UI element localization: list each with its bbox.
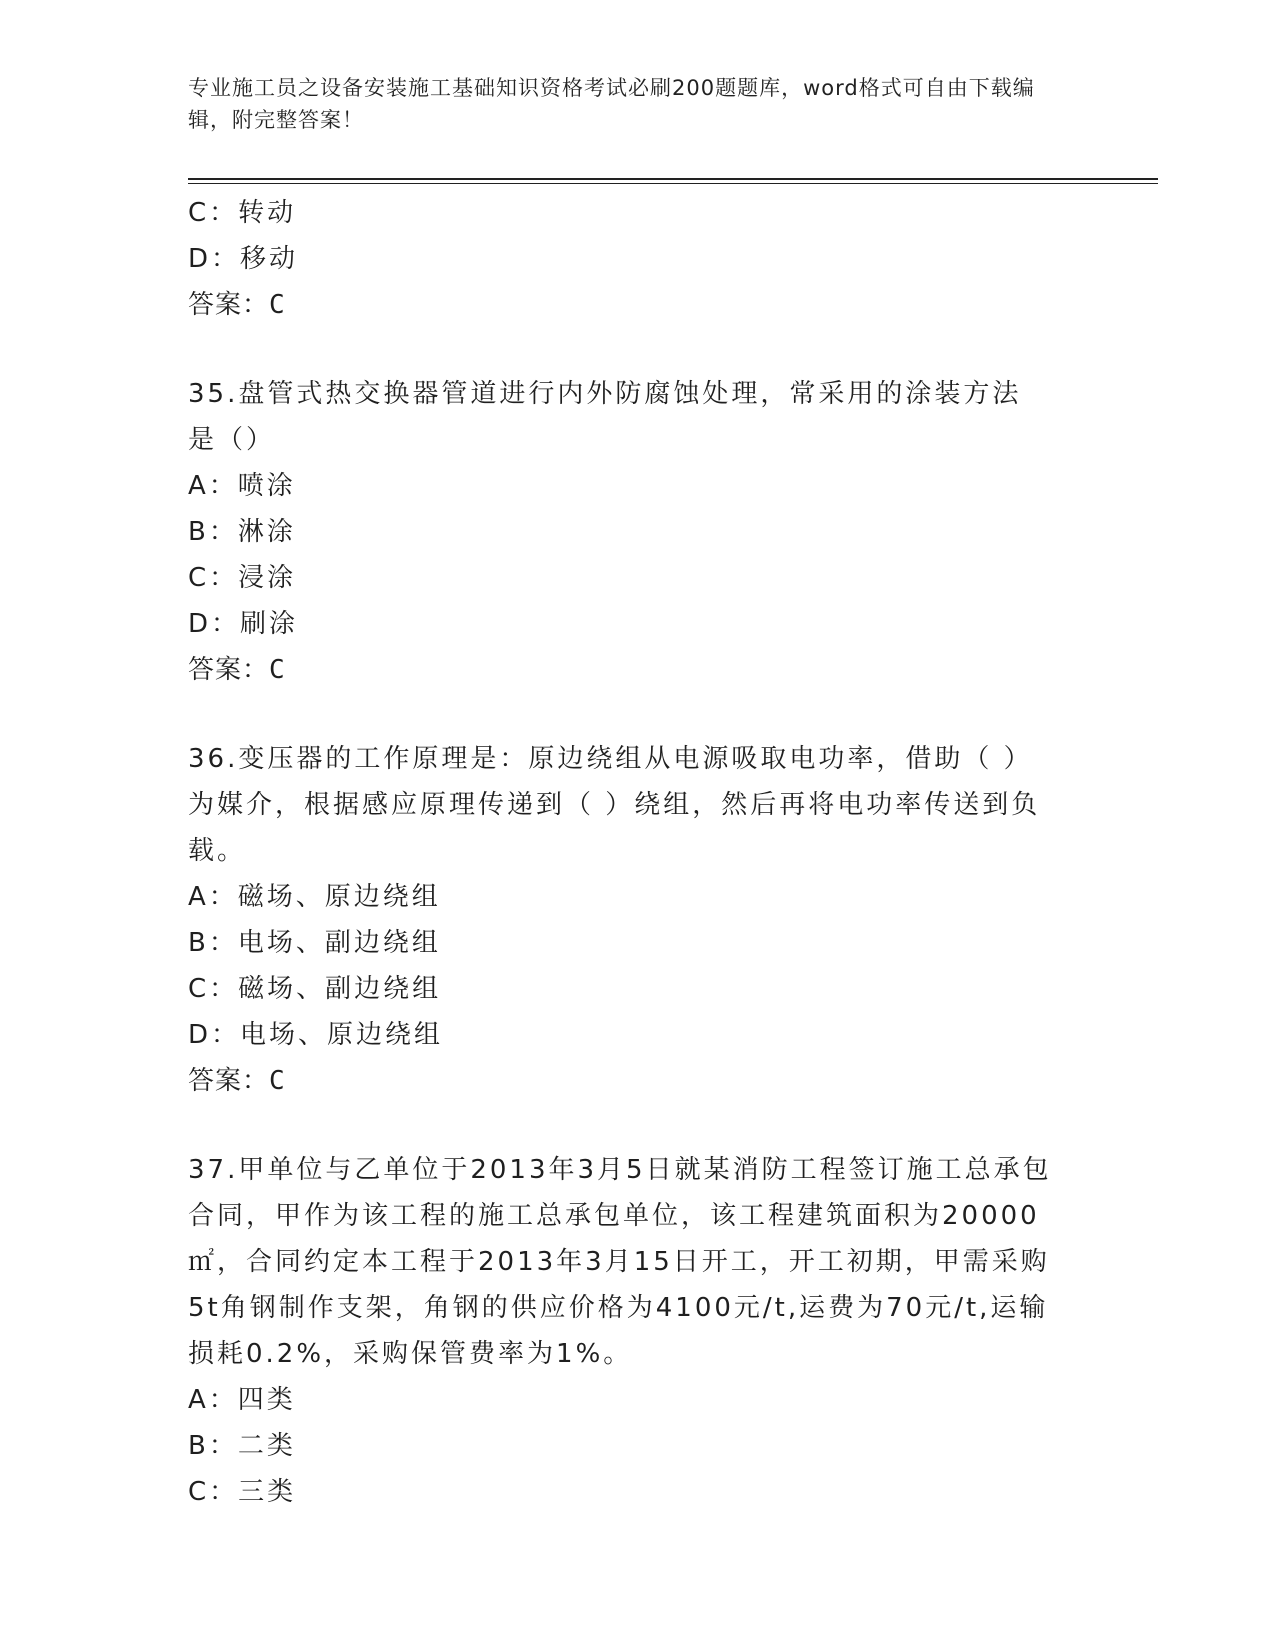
option-text: 淋涂 — [237, 517, 296, 547]
option-text: 磁场、副边绕组 — [238, 974, 442, 1004]
option-key: B： — [188, 517, 238, 547]
answer-line: 答案：C — [188, 290, 286, 320]
option-text: 喷涂 — [237, 471, 296, 501]
option-key: A： — [188, 471, 238, 501]
option-c — [188, 190, 1078, 236]
option-d — [188, 1012, 1078, 1058]
answer-line: 答案：C — [188, 1066, 286, 1096]
question-content — [188, 190, 1078, 1515]
option-d — [188, 601, 1078, 647]
header-divider — [188, 178, 1158, 180]
option-key: D： — [188, 244, 241, 274]
option-text: 二类 — [237, 1431, 296, 1461]
option-text: 移动 — [240, 244, 299, 274]
option-key: C： — [188, 563, 239, 593]
option-c — [188, 966, 1078, 1012]
option-a — [188, 1377, 1078, 1423]
option-key: B： — [188, 1431, 238, 1461]
option-text: 四类 — [237, 1385, 296, 1415]
option-text: 三类 — [238, 1477, 297, 1507]
option-a — [188, 463, 1078, 509]
question-stem-36: 36.变压器的工作原理是：原边绕组从电源吸取电功率，借助（ ）为媒介，根据感应原理传递到（ ）绕组，然后再将电功率传送到负载。 — [188, 744, 1041, 866]
option-b — [188, 509, 1078, 555]
option-a — [188, 874, 1078, 920]
header-divider-thin — [188, 183, 1158, 184]
document-header: 专业施工员之设备安装施工基础知识资格考试必刷200题题库，word格式可自由下载编辑，附完整答案！ — [188, 76, 1035, 132]
option-b — [188, 920, 1078, 966]
option-text: 电场、副边绕组 — [237, 928, 441, 958]
option-text: 刷涂 — [240, 609, 299, 639]
option-key: D： — [188, 609, 241, 639]
option-key: B： — [188, 928, 238, 958]
spacer — [188, 693, 1078, 736]
option-key: A： — [188, 1385, 238, 1415]
option-c — [188, 1469, 1078, 1515]
answer-line: 答案：C — [188, 655, 286, 685]
option-text: 磁场、原边绕组 — [237, 882, 441, 912]
option-key: C： — [188, 198, 239, 228]
option-b — [188, 1423, 1078, 1469]
option-text: 转动 — [238, 198, 297, 228]
question-stem-35: 35.盘管式热交换器管道进行内外防腐蚀处理，常采用的涂装方法是（） — [188, 379, 1022, 455]
option-text: 电场、原边绕组 — [240, 1020, 444, 1050]
option-text: 浸涂 — [238, 563, 297, 593]
option-c — [188, 555, 1078, 601]
question-stem-37: 37.甲单位与乙单位于2013年3月5日就某消防工程签订施工总承包合同，甲作为该工程的施工总承包单位，该工程建筑面积为20000㎡，合同约定本工程于2013年3月15日开工，开工初期，甲需采购5t角钢制作支架，角钢的供应价格为4100元/t,运费为70元/t,运输损耗0.2%，采购保管费率为1%。 — [188, 1155, 1052, 1369]
spacer — [188, 328, 1078, 371]
option-key: C： — [188, 1477, 239, 1507]
spacer — [188, 1104, 1078, 1147]
option-d — [188, 236, 1078, 282]
option-key: D： — [188, 1020, 241, 1050]
option-key: A： — [188, 882, 238, 912]
option-key: C： — [188, 974, 239, 1004]
